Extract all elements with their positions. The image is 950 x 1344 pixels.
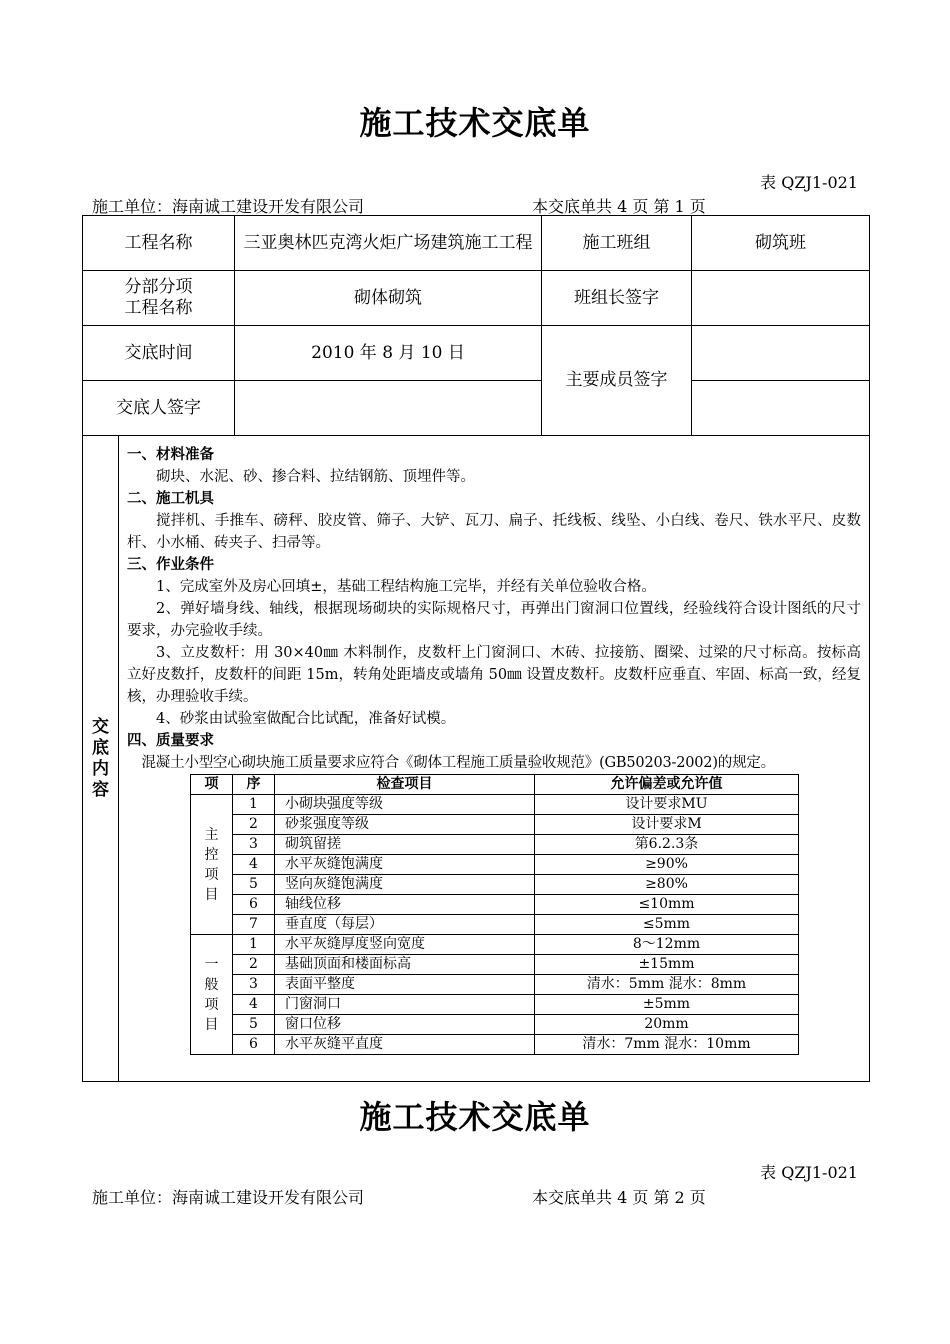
content-char: 容	[92, 779, 109, 800]
page2-header-meta	[92, 1185, 706, 1208]
page2-title: 施工技术交底单	[359, 1098, 591, 1136]
row-value: ±5mm	[535, 995, 799, 1015]
quality-table-header	[191, 775, 799, 795]
row-number: 6	[233, 895, 275, 915]
header-category: 项	[191, 775, 233, 795]
table-row	[191, 1035, 799, 1055]
content-char: 底	[92, 737, 109, 758]
row-number: 4	[233, 995, 275, 1015]
row-number: 7	[233, 915, 275, 935]
row-value: 第6.2.3条	[535, 835, 799, 855]
table-row	[191, 955, 799, 975]
quality-general-rows	[191, 935, 799, 1055]
value-sub-project: 砌体砌筑	[235, 271, 542, 326]
table-row	[191, 915, 799, 935]
section-materials-text: 砌块、水泥、砂、掺合料、拉结钢筋、顶埋件等。	[156, 469, 475, 485]
table-row	[191, 895, 799, 915]
page2-form-number: 表 QZJ1-021	[760, 1163, 858, 1182]
row-value: 清水：5mm 混水：8mm	[535, 975, 799, 995]
row-date	[83, 326, 870, 381]
row-briefer	[83, 381, 870, 436]
construction-unit: 施工单位：海南诚工建设开发有限公司	[92, 197, 365, 216]
row-item: 基础顶面和楼面标高	[275, 955, 535, 975]
page-title: 施工技术交底单	[359, 104, 591, 142]
row-item: 表面平整度	[275, 975, 535, 995]
row-value: 设计要求M	[535, 815, 799, 835]
table-row	[191, 815, 799, 835]
header-tolerance: 允许偏差或允许值	[535, 775, 799, 795]
header-number: 序	[233, 775, 275, 795]
row-item: 窗口位移	[275, 1015, 535, 1035]
group-label-char: 目	[204, 886, 219, 903]
row-project	[83, 216, 870, 271]
label-content	[83, 436, 119, 1082]
row-item: 竖向灰缝饱满度	[275, 875, 535, 895]
value-leader-sign	[692, 271, 870, 326]
group-label-char: 项	[204, 996, 219, 1013]
row-item: 砌筑留搓	[275, 835, 535, 855]
row-number: 2	[233, 955, 275, 975]
table-row	[191, 875, 799, 895]
section-conditions-p4: 4、砂浆由试验室做配合比试配，准备好试模。	[156, 711, 456, 727]
section-tools-text: 搅拌机、手推车、磅秤、胶皮管、筛子、大铲、瓦刀、扁子、托线板、线坠、小白线、卷尺、铁水平尺、皮数杆、小水桶、砖夹子、扫帚等。	[127, 513, 861, 551]
section-conditions-p1: 1、完成室外及房心回填±，基础工程结构施工完毕，并经有关单位验收合格。	[156, 579, 656, 595]
header-item: 检查项目	[275, 775, 535, 795]
row-sub-project	[83, 271, 870, 326]
row-value: ≤10mm	[535, 895, 799, 915]
label-sub-project	[83, 271, 235, 326]
section-quality-title: 四、质量要求	[127, 732, 214, 749]
section-conditions-p2: 2、弹好墙身线、轴线，根据现场砌块的实际规格尺寸，再弹出门窗洞口位置线，经验线符合设计图纸的尺寸要求，办完验收手续。	[127, 601, 861, 639]
page2-construction-unit: 施工单位：海南诚工建设开发有限公司	[92, 1188, 365, 1207]
value-briefer-sign	[235, 381, 542, 436]
quality-main-rows	[191, 795, 799, 935]
briefing-content	[119, 436, 870, 1082]
section-quality-text: 混凝土小型空心砌块施工质量要求应符合《砌体工程施工质量验收规范》(GB50203-2002)的规定。	[141, 755, 775, 771]
table-row	[191, 995, 799, 1015]
content-char: 内	[92, 758, 109, 779]
page2-page-info: 本交底单共 4 页 第 2 页	[532, 1188, 706, 1207]
section-conditions-p3: 3、立皮数杆：用 30×40㎜ 木料制作，皮数杆上门窗洞口、木砖、拉接筋、圈梁、过梁的尺寸标高。按标高立好皮数扦，皮数杆的间距 15m，转角处距墙皮或墙角 50㎜ 设置皮数杆。皮数杆应垂直、牢固、标高一致，经复核，办理验收手续。	[127, 645, 861, 705]
label-sub-project-line1: 分部分项	[124, 277, 193, 297]
row-value: 20mm	[535, 1015, 799, 1035]
row-value: ≥90%	[535, 855, 799, 875]
row-item: 砂浆强度等级	[275, 815, 535, 835]
table-row	[191, 795, 799, 815]
quality-table	[190, 774, 799, 1055]
label-team: 施工班组	[542, 216, 692, 271]
row-item: 水平灰缝厚度竖向宽度	[275, 935, 535, 955]
form-number: 表 QZJ1-021	[760, 173, 858, 192]
table-row	[191, 835, 799, 855]
group-label	[191, 795, 233, 935]
table-row	[191, 855, 799, 875]
value-date: 2010 年 8 月 10 日	[235, 326, 542, 381]
row-value: 设计要求MU	[535, 795, 799, 815]
section-tools-title: 二、施工机具	[127, 490, 214, 507]
group-label-char: 般	[204, 976, 219, 993]
briefing-table	[82, 215, 870, 1082]
row-content	[83, 436, 870, 1082]
row-item: 轴线位移	[275, 895, 535, 915]
row-value: 8～12mm	[535, 935, 799, 955]
value-team: 砌筑班	[692, 216, 870, 271]
row-number: 2	[233, 815, 275, 835]
group-label-char: 一	[204, 956, 219, 973]
label-leader-sign: 班组长签字	[542, 271, 692, 326]
label-date: 交底时间	[83, 326, 235, 381]
row-value: 清水：7mm 混水：10mm	[535, 1035, 799, 1055]
row-number: 5	[233, 1015, 275, 1035]
table-row	[191, 1015, 799, 1035]
row-item: 小砌块强度等级	[275, 795, 535, 815]
table-row	[191, 935, 799, 955]
label-briefer-sign: 交底人签字	[83, 381, 235, 436]
label-project-name: 工程名称	[83, 216, 235, 271]
row-number: 5	[233, 875, 275, 895]
page-info: 本交底单共 4 页 第 1 页	[532, 197, 706, 216]
row-value: ≤5mm	[535, 915, 799, 935]
value-members-sign-1	[692, 326, 870, 381]
label-sub-project-line2: 工程名称	[124, 298, 193, 318]
row-number: 3	[233, 975, 275, 995]
value-members-sign-2	[692, 381, 870, 436]
group-label-char: 主	[204, 826, 219, 843]
row-item: 水平灰缝平直度	[275, 1035, 535, 1055]
section-materials-title: 一、材料准备	[127, 446, 214, 463]
row-number: 3	[233, 835, 275, 855]
row-value: ≥80%	[535, 875, 799, 895]
group-label-char: 项	[204, 866, 219, 883]
section-conditions-title: 三、作业条件	[127, 556, 214, 573]
row-item: 门窗洞口	[275, 995, 535, 1015]
row-item: 垂直度（每层）	[275, 915, 535, 935]
group-label-char: 控	[204, 846, 219, 863]
value-project-name: 三亚奥林匹克湾火炬广场建筑施工工程	[235, 216, 542, 271]
label-members-sign: 主要成员签字	[542, 326, 692, 436]
row-number: 6	[233, 1035, 275, 1055]
row-number: 4	[233, 855, 275, 875]
row-number: 1	[233, 795, 275, 815]
row-item: 水平灰缝饱满度	[275, 855, 535, 875]
group-label-char: 目	[204, 1016, 219, 1033]
group-label	[191, 935, 233, 1055]
header-meta	[92, 194, 706, 217]
table-row	[191, 975, 799, 995]
row-value: ±15mm	[535, 955, 799, 975]
content-char: 交	[92, 716, 109, 737]
row-number: 1	[233, 935, 275, 955]
